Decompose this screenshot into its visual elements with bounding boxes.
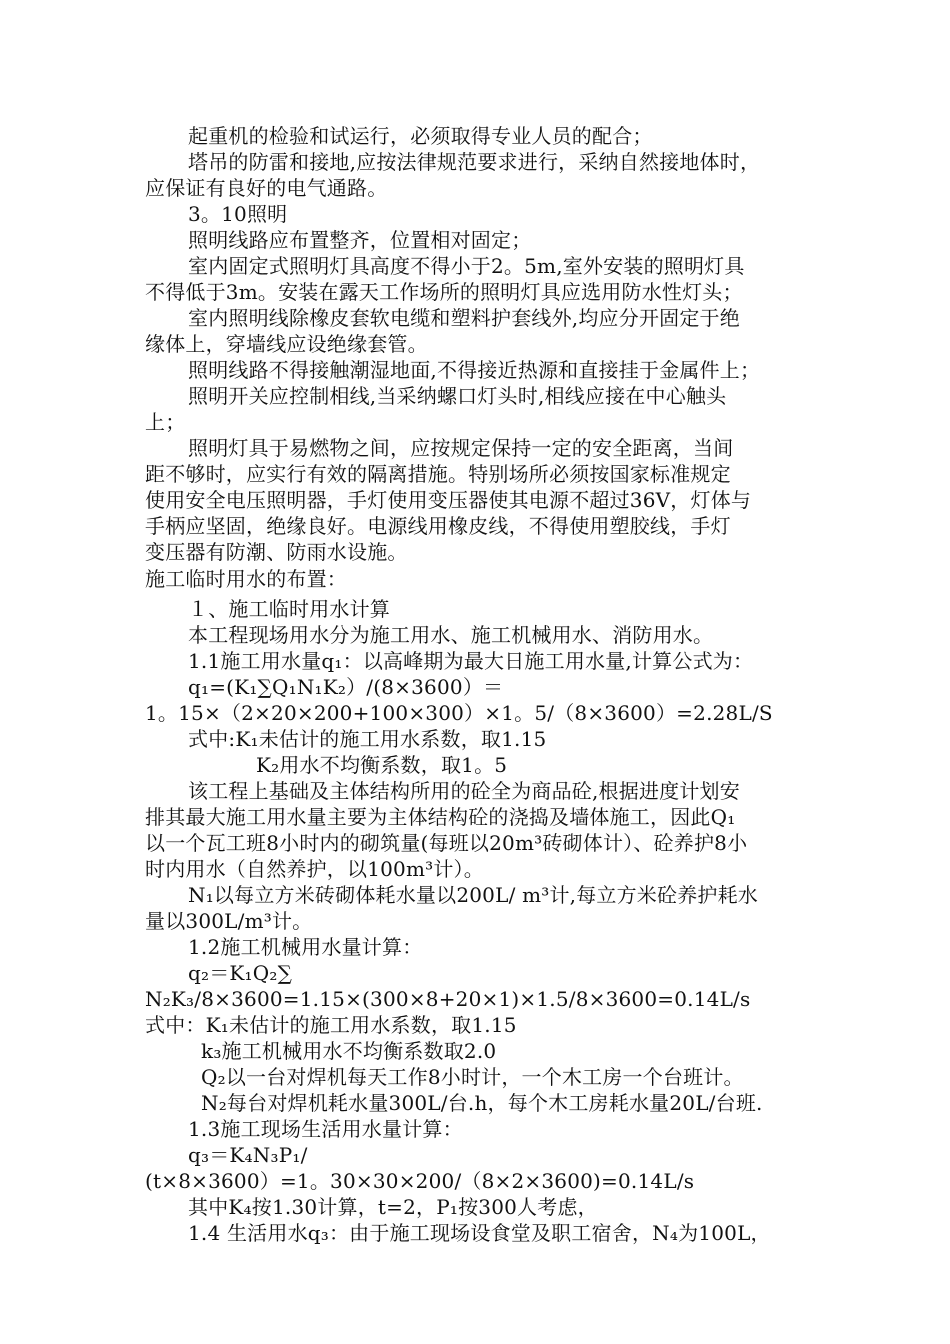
section-heading: 施工临时用水的布置： bbox=[145, 567, 347, 591]
section-heading: 3。10照明 bbox=[188, 202, 288, 226]
text-line: 室内照明线除橡皮套软电缆和塑料护套线外,均应分开固定于绝 bbox=[188, 306, 740, 330]
text-line: 该工程上基础及主体结构所用的砼全为商品砼,根据进度计划安 bbox=[188, 779, 740, 803]
text-line: 1.1施工用水量q₁：以高峰期为最大日施工用水量,计算公式为： bbox=[188, 649, 754, 673]
formula-line: N₂K₃/8×3600=1.15×(300×8+20×1)×1.5/8×3600=0.14L/s bbox=[145, 987, 751, 1011]
text-line: 照明灯具于易燃物之间，应按规定保持一定的安全距离，当间 bbox=[188, 436, 734, 460]
text-line: 照明开关应控制相线,当采纳螺口灯头时,相线应接在中心触头 bbox=[188, 384, 727, 408]
section-heading: 1.2施工机械用水量计算： bbox=[188, 935, 423, 959]
text-line: k₃施工机械用水不均衡系数取2.0 bbox=[201, 1039, 497, 1063]
text-line: N₂每台对焊机耗水量300L/台.h，每个木工房耗水量20L/台班. bbox=[201, 1091, 763, 1115]
text-line: 以一个瓦工班8小时内的砌筑量(每班以20m³砖砌体计）、砼养护8小 bbox=[145, 831, 748, 855]
text-line: 不得低于3m。安装在露天工作场所的照明灯具应选用防水性灯头； bbox=[145, 280, 743, 304]
text-line: 本工程现场用水分为施工用水、施工机械用水、消防用水。 bbox=[188, 623, 714, 647]
text-line: 1.4 生活用水q₃：由于施工现场设食堂及职工宿舍，N₄为100L， bbox=[188, 1221, 771, 1245]
formula-line: q₂＝K₁Q₂∑ bbox=[188, 961, 293, 985]
text-line: 式中：K₁未估计的施工用水系数，取1.15 bbox=[145, 1013, 517, 1037]
formula-line: q₁=(K₁∑Q₁N₁K₂）/(8×3600）＝ bbox=[188, 675, 504, 699]
text-line: 照明线路应布置整齐，位置相对固定； bbox=[188, 228, 532, 252]
text-line: 距不够时，应实行有效的隔离措施。特别场所必须按国家标准规定 bbox=[145, 462, 731, 486]
section-heading: 1.3施工现场生活用水量计算： bbox=[188, 1117, 463, 1141]
text-line: 照明线路不得接触潮湿地面,不得接近热源和直接挂于金属件上； bbox=[188, 358, 761, 382]
text-line: 使用安全电压照明器，手灯使用变压器使其电源不超过36V，灯体与 bbox=[145, 488, 752, 512]
text-line: 其中K₄按1.30计算，t=2，P₁按300人考虑， bbox=[188, 1195, 598, 1219]
text-line: 式中:K₁未估计的施工用水系数，取1.15 bbox=[188, 727, 547, 751]
text-line: 变压器有防潮、防雨水设施。 bbox=[145, 540, 408, 564]
text-line: 室内固定式照明灯具高度不得小于2。5m,室外安装的照明灯具 bbox=[188, 254, 745, 278]
text-line: 上； bbox=[145, 410, 186, 434]
text-line: 起重机的检验和试运行，必须取得专业人员的配合； bbox=[188, 124, 653, 148]
text-line: 塔吊的防雷和接地,应按法律规范要求进行，采纳自然接地体时， bbox=[188, 150, 761, 174]
section-heading: １、施工临时用水计算 bbox=[188, 597, 390, 621]
text-line: 时内用水（自然养护，以100m³计）。 bbox=[145, 857, 484, 881]
text-line: 应保证有良好的电气通路。 bbox=[145, 176, 388, 200]
text-line: Q₂以一台对焊机每天工作8小时计，一个木工房一个台班计。 bbox=[201, 1065, 744, 1089]
formula-line: 1。15×（2×20×200+100×300）×1。5/（8×3600）=2.28L/S bbox=[145, 701, 773, 725]
text-line: 量以300L/m³计。 bbox=[145, 909, 313, 933]
text-line: 排其最大施工用水量主要为主体结构砼的浇捣及墙体施工，因此Q₁ bbox=[145, 805, 736, 829]
text-line: 缘体上，穿墙线应设绝缘套管。 bbox=[145, 332, 428, 356]
formula-line: (t×8×3600）=1。30×30×200/（8×2×3600)=0.14L/s bbox=[145, 1169, 695, 1193]
text-line: K₂用水不均衡系数，取1。5 bbox=[256, 753, 508, 777]
text-line: 手柄应坚固，绝缘良好。电源线用橡皮线，不得使用塑胶线，手灯 bbox=[145, 514, 731, 538]
formula-line: q₃＝K₄N₃P₁/ bbox=[188, 1143, 308, 1167]
text-line: N₁以每立方米砖砌体耗水量以200L/ m³计,每立方米砼养护耗水 bbox=[188, 883, 759, 907]
